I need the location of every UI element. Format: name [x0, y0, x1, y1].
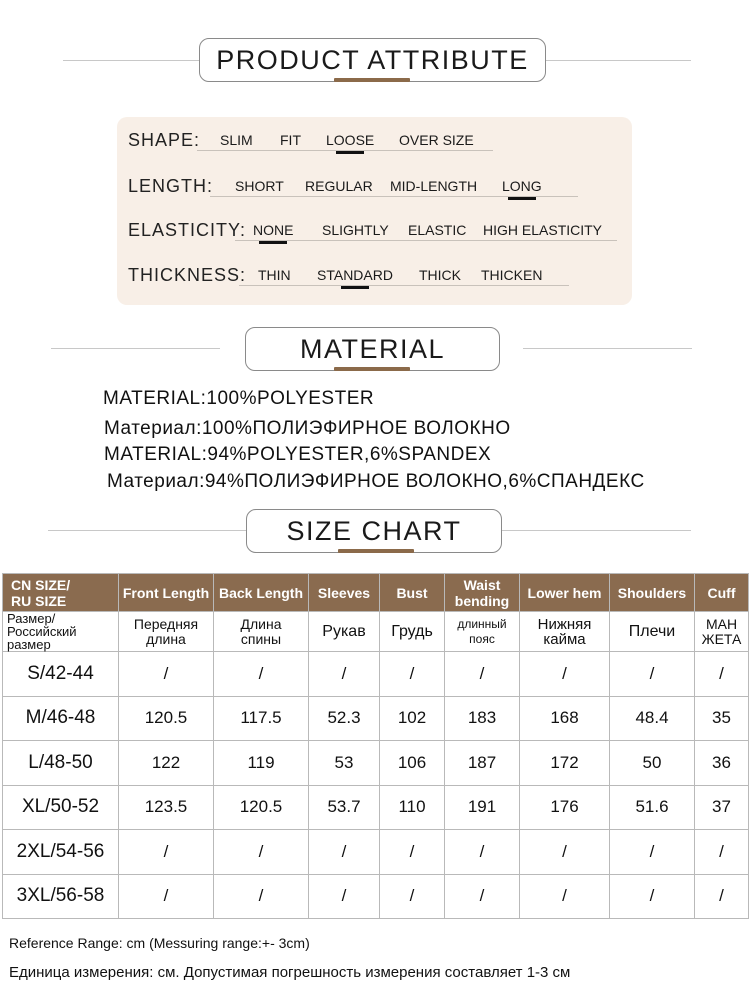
size-cell: M/46-48 — [3, 696, 119, 741]
size-cell: S/42-44 — [3, 652, 119, 697]
value-cell: / — [380, 874, 445, 919]
value-cell: 120.5 — [119, 696, 214, 741]
header-cell — [520, 612, 610, 652]
material-line: MATERIAL:100%POLYESTER — [103, 388, 375, 409]
header-cell — [610, 612, 695, 652]
reference-note-ru: Единица измерения: см. Допустимая погрешность измерения составляет 1-3 см — [9, 964, 571, 981]
value-cell: / — [610, 652, 695, 697]
size-cell: 2XL/54-56 — [3, 830, 119, 875]
attr-rule — [235, 240, 617, 241]
value-cell: / — [445, 652, 520, 697]
attr-option-selected: STANDARD — [317, 267, 393, 283]
value-cell: 110 — [380, 785, 445, 830]
value-cell: / — [119, 874, 214, 919]
value-cell: 106 — [380, 741, 445, 786]
attr-option-selected: LONG — [502, 178, 542, 194]
value-cell: 53.7 — [309, 785, 380, 830]
value-cell: / — [445, 874, 520, 919]
header-text: МАН ЖЕТА — [701, 615, 742, 647]
size-chart-table — [2, 573, 749, 919]
value-cell: / — [695, 830, 749, 875]
attr-option: THICK — [419, 267, 461, 283]
divider-right — [501, 530, 691, 531]
attribute-panel — [117, 117, 632, 305]
value-cell: 122 — [119, 741, 214, 786]
value-cell: / — [214, 830, 309, 875]
table-row — [3, 874, 749, 919]
header-text: Sleeves — [317, 584, 371, 601]
value-cell: 102 — [380, 696, 445, 741]
value-cell: 183 — [445, 696, 520, 741]
value-cell: 48.4 — [610, 696, 695, 741]
attr-row-thickness — [117, 261, 632, 291]
value-cell: 52.3 — [309, 696, 380, 741]
header-cell — [309, 574, 380, 612]
product-attribute-header — [0, 38, 750, 98]
header-text: Плечи — [628, 623, 676, 640]
value-cell: 176 — [520, 785, 610, 830]
divider-left — [63, 60, 200, 61]
section-title: SIZE CHART — [246, 509, 502, 553]
header-text: Cuff — [707, 584, 736, 601]
material-line: MATERIAL:94%POLYESTER,6%SPANDEX — [104, 444, 492, 465]
value-cell: / — [309, 652, 380, 697]
title-underline — [334, 78, 410, 82]
table-row — [3, 741, 749, 786]
table-row — [3, 785, 749, 830]
header-cell — [445, 612, 520, 652]
size-cell: XL/50-52 — [3, 785, 119, 830]
value-cell: / — [610, 830, 695, 875]
material-line: Материал:100%ПОЛИЭФИРНОЕ ВОЛОКНО — [104, 418, 511, 439]
header-text: Shoulders — [617, 584, 687, 601]
divider-left — [48, 530, 246, 531]
material-line: Материал:94%ПОЛИЭФИРНОЕ ВОЛОКНО,6%СПАНДЕКС — [107, 471, 645, 492]
attr-label: THICKNESS: — [128, 265, 247, 285]
divider-right — [523, 348, 692, 349]
attr-option: SLIGHTLY — [322, 222, 389, 238]
value-cell: 120.5 — [214, 785, 309, 830]
value-cell: 187 — [445, 741, 520, 786]
attr-option: THICKEN — [481, 267, 543, 283]
title-underline — [334, 367, 410, 371]
header-text: Длина спины — [240, 615, 282, 647]
table-row — [3, 696, 749, 741]
value-cell: / — [309, 874, 380, 919]
attr-label: ELASTICITY: — [128, 220, 247, 240]
value-cell: / — [610, 874, 695, 919]
header-text: Рукав — [322, 623, 366, 640]
value-cell: / — [520, 874, 610, 919]
material-header — [0, 327, 750, 387]
value-cell: 191 — [445, 785, 520, 830]
value-cell: 117.5 — [214, 696, 309, 741]
attr-row-shape — [117, 126, 632, 156]
header-text: длинный пояс — [457, 616, 507, 646]
section-title: MATERIAL — [245, 327, 500, 371]
attr-option: ELASTIC — [408, 222, 467, 238]
header-cell — [380, 574, 445, 612]
header-text: Front Length — [122, 584, 210, 601]
value-cell: 123.5 — [119, 785, 214, 830]
header-text: Грудь — [391, 623, 433, 640]
value-cell: / — [119, 652, 214, 697]
table-header-row — [3, 574, 749, 612]
attr-label: SHAPE: — [128, 130, 201, 150]
attr-option: FIT — [280, 132, 301, 148]
attr-label: LENGTH: — [128, 176, 214, 196]
value-cell: 51.6 — [610, 785, 695, 830]
value-cell: 37 — [695, 785, 749, 830]
header-cell — [695, 574, 749, 612]
value-cell: / — [214, 874, 309, 919]
header-cell — [695, 612, 749, 652]
value-cell: 50 — [610, 741, 695, 786]
header-cell — [214, 612, 309, 652]
value-cell: / — [445, 830, 520, 875]
value-cell: / — [695, 874, 749, 919]
attr-option: THIN — [258, 267, 291, 283]
attr-row-elasticity — [117, 216, 632, 246]
header-cell — [119, 574, 214, 612]
value-cell: / — [309, 830, 380, 875]
size-cell: 3XL/56-58 — [3, 874, 119, 919]
value-cell: 53 — [309, 741, 380, 786]
header-cell — [380, 612, 445, 652]
attr-option: SHORT — [235, 178, 284, 194]
value-cell: / — [119, 830, 214, 875]
header-cell — [3, 612, 119, 652]
header-cell — [119, 612, 214, 652]
header-cell — [214, 574, 309, 612]
size-chart-header — [0, 509, 750, 569]
header-cell — [309, 612, 380, 652]
header-text: Lower hem — [527, 584, 602, 601]
value-cell: / — [380, 830, 445, 875]
header-cell — [520, 574, 610, 612]
table-row — [3, 652, 749, 697]
title-underline — [338, 549, 414, 553]
divider-right — [546, 60, 691, 61]
value-cell: / — [520, 830, 610, 875]
attr-option: OVER SIZE — [399, 132, 474, 148]
value-cell: / — [695, 652, 749, 697]
attr-option-selected: NONE — [253, 222, 294, 238]
value-cell: 119 — [214, 741, 309, 786]
value-cell: / — [380, 652, 445, 697]
value-cell: 35 — [695, 696, 749, 741]
value-cell: 168 — [520, 696, 610, 741]
header-text: CN SIZE/ RU SIZE — [11, 576, 71, 609]
header-text: Bust — [396, 584, 428, 601]
table-header-row-ru — [3, 612, 749, 652]
value-cell: / — [520, 652, 610, 697]
attr-option-selected: LOOSE — [326, 132, 375, 148]
attr-option: SLIM — [220, 132, 253, 148]
value-cell: 36 — [695, 741, 749, 786]
header-cell — [3, 574, 119, 612]
header-text: Размер/ Российский размер — [7, 611, 77, 652]
header-text: Нижняя кайма — [537, 615, 592, 648]
attr-rule — [239, 285, 569, 286]
header-text: Back Length — [218, 584, 303, 601]
value-cell: / — [214, 652, 309, 697]
section-title: PRODUCT ATTRIBUTE — [199, 38, 546, 82]
size-cell: L/48-50 — [3, 741, 119, 786]
divider-left — [51, 348, 220, 349]
reference-note: Reference Range: cm (Messuring range:+- 3cm) — [9, 935, 310, 951]
attr-option: REGULAR — [305, 178, 373, 194]
attr-option: HIGH ELASTICITY — [483, 222, 603, 238]
header-text: Передняя длина — [133, 615, 199, 647]
header-cell — [610, 574, 695, 612]
attr-option: MID-LENGTH — [390, 178, 478, 194]
table-row — [3, 830, 749, 875]
value-cell: 172 — [520, 741, 610, 786]
header-cell — [445, 574, 520, 612]
header-text: Waist bending — [454, 576, 510, 609]
attr-row-length — [117, 172, 632, 202]
